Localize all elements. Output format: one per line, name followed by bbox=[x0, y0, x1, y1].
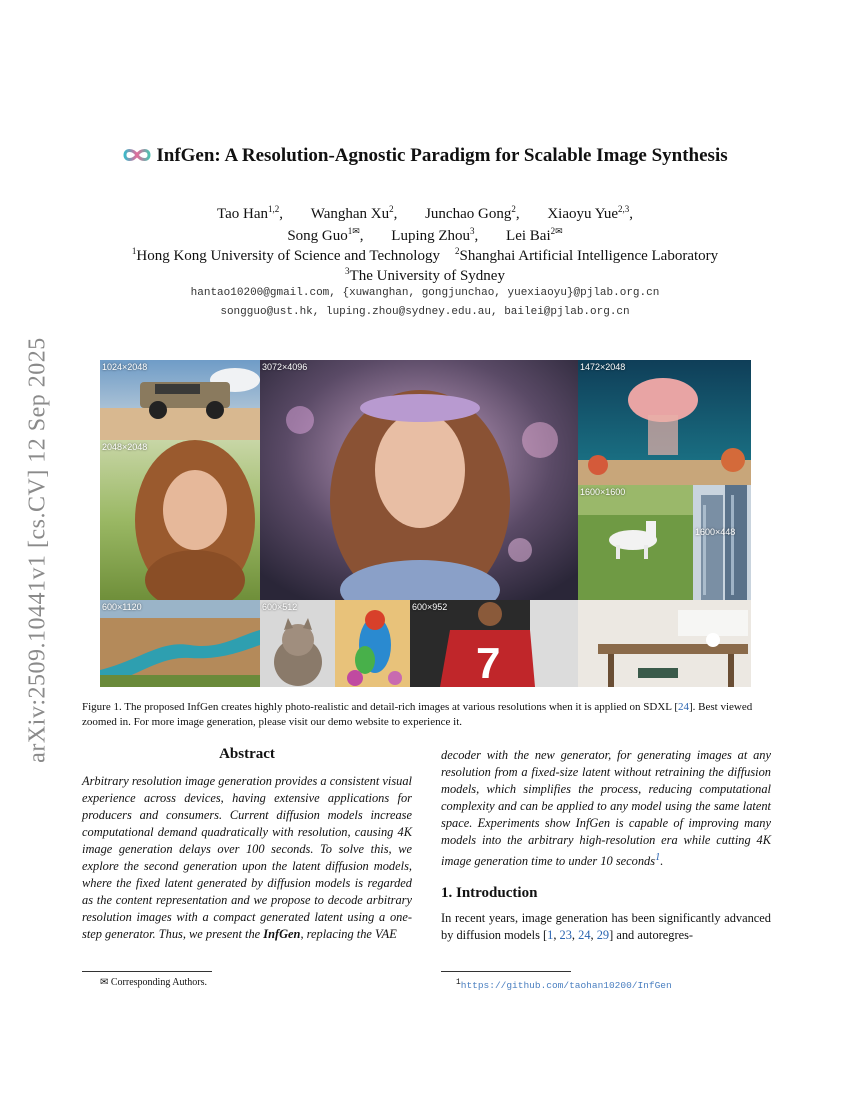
author-name: Wanghan Xu$^2$, bbox=[310, 204, 398, 222]
affiliation-sydney: The University of Sydney bbox=[349, 268, 505, 284]
svg-text:7: 7 bbox=[476, 639, 501, 687]
author-name: Lei Bai$^{2✉}$ bbox=[506, 226, 563, 244]
author-name: Tao Han$^{1,2}$, bbox=[216, 204, 283, 222]
image-building bbox=[693, 485, 751, 600]
footnote-ref[interactable]: 1 bbox=[655, 852, 661, 863]
resolution-label: 3072×4096 bbox=[262, 362, 308, 372]
resolution-label: 600×512 bbox=[262, 602, 298, 612]
footnote-divider bbox=[441, 971, 571, 972]
introduction-heading: 1. Introduction bbox=[441, 885, 538, 902]
affiliation-shanghai-ai-lab: Shanghai Artificial Intelligence Laboratory bbox=[459, 248, 719, 264]
citation-link[interactable]: 1 bbox=[547, 928, 554, 943]
image-portrait-main bbox=[260, 360, 578, 600]
author-name: Luping Zhou$^3$, bbox=[391, 226, 479, 244]
image-horse bbox=[578, 485, 693, 600]
image-living-room bbox=[578, 600, 751, 687]
resolution-label: 1600×1600 bbox=[580, 487, 626, 497]
image-woman-field bbox=[100, 440, 260, 600]
image-river bbox=[100, 600, 260, 687]
affiliations-line-1: $^1$Hong Kong University of Science and Technology $^2$Shanghai Artificial Intelligence Laboratory bbox=[131, 246, 719, 264]
citation-link[interactable]: 23 bbox=[559, 928, 572, 943]
citation-link[interactable]: 24 bbox=[578, 928, 591, 943]
right-column bbox=[441, 747, 771, 944]
resolution-label: 600×952 bbox=[412, 602, 448, 612]
resolution-label: 1472×2048 bbox=[580, 362, 626, 372]
infinity-logo-icon bbox=[122, 147, 152, 163]
github-url-link[interactable]: https://github.com/taohan10200/InfGen bbox=[460, 980, 672, 992]
title-text: InfGen: A Resolution-Agnostic Paradigm for Scalable Image Synthesis bbox=[156, 145, 728, 166]
paper-title bbox=[0, 143, 850, 169]
image-jellyfish bbox=[578, 360, 751, 485]
footnote-divider bbox=[82, 971, 212, 972]
resolution-label: 600×1120 bbox=[102, 602, 142, 612]
figure-caption: Figure 1. The proposed InfGen creates highly photo-realistic and detail-rich images at various resolutions when it is applied on SDXL [24]. Best viewed zoomed in. For more image generation, please visit our demo website to experience it. bbox=[82, 701, 753, 728]
abstract-body: Arbitrary resolution image generation provides a consistent visual experience across devices, having extensive applications for producers and consumers. Current diffusion models increase computational demand quadratically with resolution, causing 4K image generation delays over 100 seconds. To solve this, we explore the second generation upon the latent diffusion models, where the fixed latent generated by diffusion models is regarded as the content representation and we propose to decode arbitrary resolution images with a compact generated latent using a one-step generator. Thus, we present the InfGen, replacing the VAE bbox=[82, 774, 412, 941]
author-name: Junchao Gong$^2$, bbox=[425, 204, 520, 222]
abstract-body-continued: decoder with the new generator, for generating images at any resolution from a fixed-size latent without retraining the diffusion models, which simplifies the process, reducing computational complexity and can be applied to any model using the same latent space. Experiments show InfGen is capable of improving many models into the arbitrary high-resolution era while cutting 4K image generation time to under 10 seconds$^1$. bbox=[441, 748, 771, 869]
abstract-heading: Abstract bbox=[219, 746, 275, 762]
left-column bbox=[82, 745, 412, 943]
figure-1-collage bbox=[100, 360, 751, 687]
arxiv-identifier bbox=[8, 300, 68, 800]
author-name: Xiaoyu Yue$^{2,3}$, bbox=[547, 204, 634, 222]
resolution-label: 2048×2048 bbox=[102, 442, 148, 452]
arxiv-id-text: arXiv:2509.10441v1 [cs.CV] 12 Sep 2025 bbox=[24, 337, 51, 763]
affiliations-line-2: $^3$The University of Sydney bbox=[345, 266, 505, 284]
resolution-label: 1024×2048 bbox=[102, 362, 148, 372]
image-cat bbox=[260, 600, 335, 687]
resolution-label: 1600×448 bbox=[695, 527, 736, 537]
introduction-body: In recent years, image generation has been significantly advanced by diffusion models [1, 23, 24, 29] and autoregres- bbox=[441, 911, 771, 943]
image-parrot bbox=[335, 600, 410, 687]
citation-link[interactable]: 24 bbox=[678, 701, 689, 713]
image-football bbox=[410, 600, 578, 687]
author-name: Song Guo$^{1✉}$, bbox=[287, 226, 364, 244]
email-line-2: songguo@ust.hk, luping.zhou@sydney.edu.au, bailei@pjlab.org.cn bbox=[220, 306, 630, 318]
image-car bbox=[100, 360, 260, 440]
citation-link[interactable]: 29 bbox=[596, 928, 610, 943]
email-line-1: hantao10200@gmail.com, {xuwanghan, gongjunchao, yuexiaoyu}@pjlab.org.cn bbox=[190, 287, 660, 299]
github-url-footnote[interactable]: $^1$https://github.com/taohan10200/InfGen bbox=[456, 978, 672, 992]
corresponding-authors-footnote: ✉ Corresponding Authors. bbox=[100, 977, 207, 988]
affiliation-hkust: Hong Kong University of Science and Technology bbox=[136, 248, 440, 264]
